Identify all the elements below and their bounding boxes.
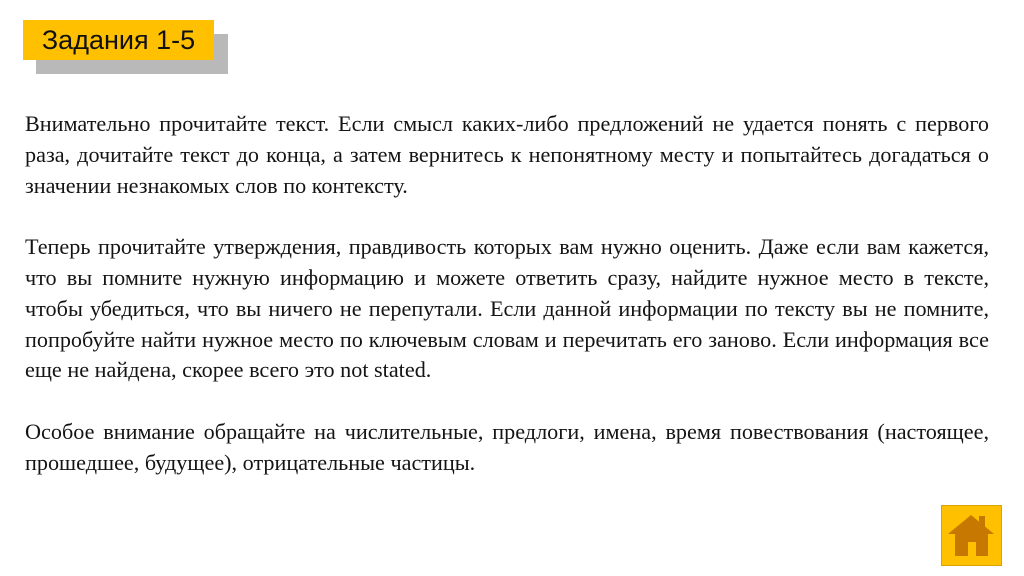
instruction-paragraph-1: Внимательно прочитайте текст. Если смысл каких-либо предложений не удается понять с первого раза, дочитайте текст до конца, а затем вернитесь к непонятному месту и попытайтесь догадаться о значении незнакомых слов по контексту. — [25, 111, 989, 198]
home-icon — [942, 506, 1001, 565]
instructions-text — [25, 109, 989, 509]
instruction-paragraph-3: Особое внимание обращайте на числительные, предлоги, имена, время повествования (настоящее, прошедшее, будущее), отрицательные частицы. — [25, 418, 989, 475]
title-banner — [23, 20, 227, 74]
home-button[interactable] — [941, 505, 1002, 566]
page-title: Задания 1-5 — [23, 20, 214, 60]
instruction-paragraph-2: Теперь прочитайте утверждения, правдивость которых вам нужно оценить. Даже если вам кажется, что вы помните нужную информацию и можете ответить сразу, найдите нужное место в тексте, чтобы убедиться, что вы ничего не перепутали. Если данной информации по тексту вы не помните, попробуйте найти нужное место по ключевым словам и перечитать его заново. Если информация все еще не найдена, скорее всего это not stated. — [25, 234, 989, 383]
